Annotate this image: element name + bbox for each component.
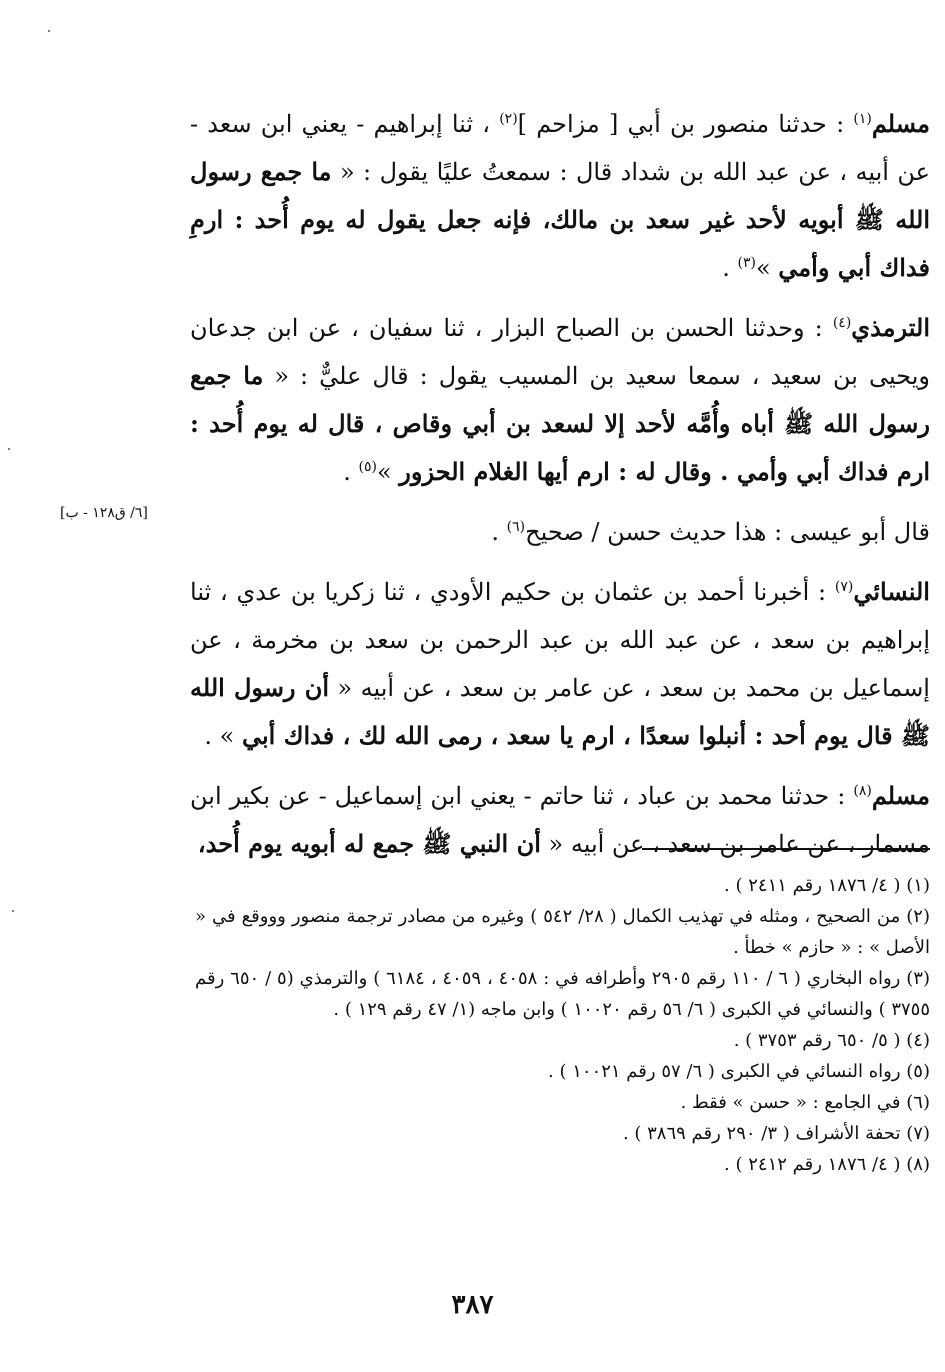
hadith-matn: ما جمع رسول الله ﷺ أبويه لأحد غير سعد بن مالك، فإنه جعل يقول له يوم أُحد : ارمِ فداك أبي وأمي [190, 157, 930, 282]
paragraph-abu-isa [190, 508, 930, 556]
footnote-item [195, 870, 930, 901]
scan-speck [12, 910, 14, 912]
sentence-end: . [343, 458, 351, 486]
source-name: النسائي [853, 577, 930, 606]
footnote-text: ( ٤/ ١٨٧٦ رقم ٢٤١٢ ) . [724, 1154, 901, 1175]
footnote-item [195, 901, 930, 963]
footnote-text: تحفة الأشراف ( ٣/ ٢٩٠ رقم ٣٨٦٩ ) . [622, 1123, 901, 1144]
footnote-number: (٥) [906, 1061, 930, 1082]
sentence-end: . [722, 254, 730, 282]
grading-text: قال أبو عيسى : هذا حديث حسن / صحيح [525, 518, 930, 546]
isnad-text: : حدثنا محمد بن عباد ، ثنا حاتم - يعني ابن إسماعيل - عن بكير ابن مسمار ، عن عامر بن سعد ، عن أبيه « [190, 782, 930, 858]
footnote-text: ( ٥/ ٦٥٠ رقم ٣٧٥٣ ) . [733, 1030, 901, 1051]
quote-close: » [376, 458, 392, 486]
footnote-ref: (٤) [832, 315, 852, 331]
isnad-text: : حدثنا منصور بن أبي [ مزاحم ] [517, 110, 845, 138]
paragraph-tirmidhi [190, 304, 930, 496]
sentence-end: . [491, 518, 500, 546]
footnote-number: (٣) [906, 968, 930, 989]
source-name: مسلم [871, 781, 931, 810]
footnote-text: من الصحيح ، ومثله في تهذيب الكمال ( ٢٨/ ٥٤٢ ) وغيره من مصادر ترجمة منصور وووقع في « الأصل » : « حازم » خطأ . [195, 906, 930, 958]
footnote-ref: (٨) [853, 783, 872, 799]
footnote-text: ( ٤/ ١٨٧٦ رقم ٢٤١١ ) . [724, 875, 901, 896]
isnad-text: : أخبرنا أحمد بن عثمان بن حكيم الأودي ، ثنا زكريا بن عدي ، ثنا إبراهيم بن سعد ، عن عبد الله بن عبد الرحمن بن سعد بن مخرمة ، عن إسماعيل بن محمد بن سعد ، عن عامر بن سعد ، عن أبيه « [190, 578, 930, 702]
footnote-item [195, 1149, 930, 1180]
footnote-number: (٢) [906, 906, 930, 927]
footnotes [195, 870, 930, 1180]
page-number: ٣٨٧ [451, 1290, 494, 1320]
isnad-text: : وحدثنا الحسن بن الصباح البزار ، ثنا سفيان ، عن ابن جدعان ويحيى بن سعيد ، سمعا سعيد بن المسيب يقول : قال عليٌّ : « [190, 314, 930, 390]
scan-speck [48, 30, 50, 32]
hadith-matn: أن رسول الله ﷺ قال يوم أحد : أنبلوا سعدًا ، ارم يا سعد ، رمى الله لك ، فداك أبي [190, 673, 930, 750]
footnote-item [195, 1025, 930, 1056]
footnote-ref: (٥) [358, 459, 377, 475]
quote-close: » . [204, 722, 235, 750]
footnote-text: في الجامع : « حسن » فقط . [680, 1092, 901, 1113]
footnote-ref: (٣) [737, 255, 756, 271]
source-name: مسلم [871, 109, 931, 138]
source-name: الترمذي [851, 313, 930, 342]
paragraph-nasai [190, 568, 930, 760]
footnote-number: (٤) [906, 1030, 930, 1051]
footnote-item [195, 963, 930, 1025]
footnote-text: رواه النسائي في الكبرى ( ٦/ ٥٧ رقم ١٠٠٢١ ) . [548, 1061, 901, 1082]
footnote-text: رواه البخاري ( ٦ / ١١٠ رقم ٢٩٠٥ وأطرافه في : ٤٠٥٨ ، ٤٠٥٩ ، ٦١٨٤ ) والترمذي (٥ / ٦٥٠ رقم ٣٧٥٥ ) والنسائي في الكبرى ( ٦/ ٥٦ رقم ١٠٠٢٠ ) وابن ماجه (١/ ٤٧ رقم ١٢٩ ) . [195, 968, 930, 1020]
hadith-matn: ما جمع رسول الله ﷺ أباه وأُمَّه لأحد إلا لسعد بن أبي وقاص ، قال له يوم أُحد : ارم فداك أبي وأمي . وقال له : ارم أيها الغلام الحزور [190, 361, 930, 486]
footnote-ref: (١) [853, 111, 872, 127]
main-text [190, 100, 930, 880]
isnad-text: ، ثنا إبراهيم - يعني ابن سعد - عن أبيه ، عن عبد الله بن شداد قال : سمعتُ عليًا يقول : « [190, 110, 930, 186]
hadith-matn: أن النبي ﷺ جمع له أبويه يوم أُحد، [197, 829, 541, 858]
footnote-ref: (٢) [499, 111, 518, 127]
paragraph-muslim-2 [190, 772, 930, 868]
footnote-item [195, 1056, 930, 1087]
footnote-divider [642, 848, 930, 850]
footnote-ref: (٦) [506, 519, 526, 535]
scan-speck [8, 448, 10, 450]
quote-close: » [755, 254, 771, 282]
footnote-ref: (٧) [834, 579, 854, 595]
footnote-number: (٦) [906, 1092, 930, 1113]
footnote-item [195, 1087, 930, 1118]
paragraph-muslim-1 [190, 100, 930, 292]
footnote-number: (١) [906, 875, 930, 896]
footnote-item [195, 1118, 930, 1149]
footnote-number: (٧) [906, 1123, 930, 1144]
footnote-number: (٨) [906, 1154, 930, 1175]
manuscript-folio-note: [٦/ ق١٢٨ - ب] [60, 505, 148, 521]
